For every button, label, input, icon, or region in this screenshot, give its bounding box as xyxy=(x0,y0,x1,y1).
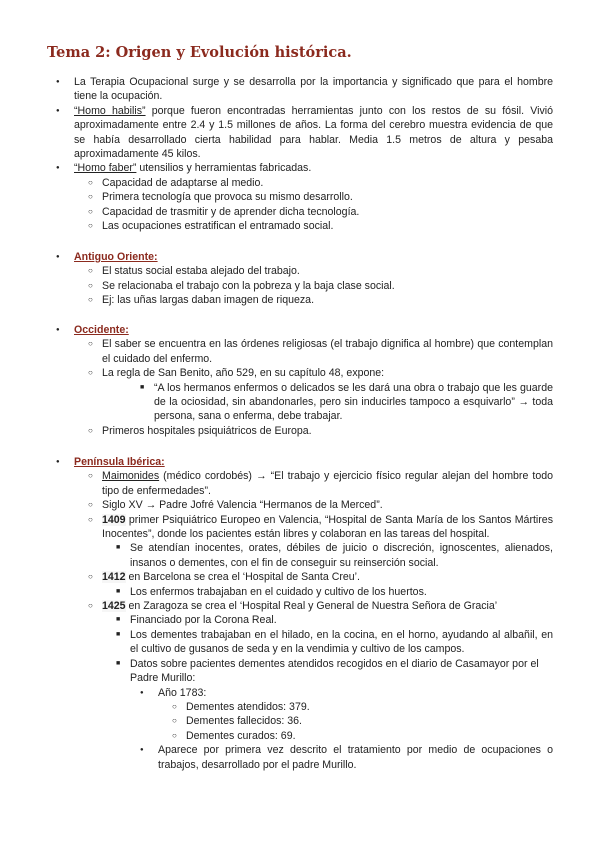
section-heading: ● Occidente: ○ El saber se encuentra en las órdenes religiosas (el trabajo dignifica al hombre) que contemplan el cuidado del enfermo. ○ La regla de San Benito, año 529, en su capítulo 48, expone: ■ “A los hermanos enfermos o delicados se les dará una obra o trabajo que les guarde de la ociosidad, sin abandonarles, pero sin inducirles tampoco a esquivarlo” → toda persona, sana o enferma, debe trabajar. ○ Primeros hospitales psiquiátricos de Europa. xyxy=(74,323,553,438)
list-item: ○ 1425 en Zaragoza se crea el ‘Hospital Real y General de Nuestra Señora de Gracia’ ■ Financiado por la Corona Real. ■ Los dementes trabajaban en el hilado, en la cocina, en el horno, ayudando al albañil, en el cultivo de gusanos de seda y en la vendimia y cultivo de los campos. ■ Datos sobre pacientes dementes atendidos recogidos en el diario de Casamayor por el Padre Murillo: ● Año 1783: ○ Dementes atendidos: 379. ○ Dementes fallecidos: 36. ○ Dementes curados: 69. ● Aparece por primera vez descrito el tratamiento por medio de ocupaciones o trabajos, desarrollado por el padre Murillo. xyxy=(102,599,553,772)
list-item: ○ 1412 en Barcelona se crea el ‘Hospital de Santa Creu’. ■ Los enfermos trabajaban en el cuidado y cultivo de los huertos. xyxy=(102,570,553,599)
peninsula-sublist xyxy=(102,469,553,772)
page-title: Tema 2: Origen y Evolución histórica. xyxy=(47,44,352,61)
intro-list xyxy=(74,75,553,233)
list-item: ○ 1409 primer Psiquiátrico Europeo en Valencia, “Hospital de Santa María de los Santos Mártires Inocentes”, donde los pacientes están libres y colaboran en las tareas del hospital. ■ Se atendían inocentes, orates, débiles de juicio o discreción, ignoscentes, alienados, insanos o dementes, con el fin de conseguir su reinserción social. xyxy=(102,513,553,571)
list-item: ○ Siglo XV → Padre Jofré Valencia “Hermanos de la Merced”. xyxy=(102,498,553,512)
list-item: ○ Capacidad de adaptarse al medio. xyxy=(102,176,553,190)
homo-habilis-term: “Homo habilis” xyxy=(74,104,146,117)
list-item: ■ Se atendían inocentes, orates, débiles de juicio o discreción, ignoscentes, alienados, insanos o dementes, con el fin de conseguir su reinserción social. xyxy=(130,541,553,570)
peninsula-section xyxy=(74,455,553,772)
list-item: ○ Se relacionaba el trabajo con la pobreza y la baja clase social. xyxy=(102,279,553,293)
list-item: ● La Terapia Ocupacional surge y se desarrolla por la importancia y significado que para el hombre tiene la ocupación. xyxy=(74,75,553,104)
y1412-sublist xyxy=(130,585,553,599)
homo-faber-term: “Homo faber” xyxy=(74,162,137,175)
murillo-sublist xyxy=(158,686,553,772)
list-item: ○ El status social estaba alejado del trabajo. xyxy=(102,264,553,278)
list-item: ○ La regla de San Benito, año 529, en su capítulo 48, expone: ■ “A los hermanos enfermos o delicados se les dará una obra o trabajo que les guarde de la ociosidad, sin abandonarles, pero sin inducirles tampoco a esquivarlo” → toda persona, sana o enferma, debe trabajar. xyxy=(102,366,553,424)
list-item: ○ Las ocupaciones estratifican el entramado social. xyxy=(102,219,553,233)
section-heading: ● Antiguo Oriente: ○ El status social estaba alejado del trabajo. ○ Se relacionaba el trabajo con la pobreza y la baja clase social. ○ Ej: las uñas largas daban imagen de riqueza. xyxy=(74,250,553,308)
list-item: ○ Primeros hospitales psiquiátricos de Europa. xyxy=(102,424,553,438)
list-item: ■ Los dementes trabajaban en el hilado, en la cocina, en el horno, ayudando al albañil, en el cultivo de gusanos de seda y en la vendimia y cultivo de los campos. xyxy=(130,628,553,657)
list-item: ● Aparece por primera vez descrito el tratamiento por medio de ocupaciones o trabajos, desarrollado por el padre Murillo. xyxy=(158,743,553,772)
y1409-sublist xyxy=(130,541,553,570)
year-1409: 1409 xyxy=(102,513,126,526)
quote-sublist xyxy=(154,381,553,424)
list-item: ○ Maimonides (médico cordobés) → “El trabajo y ejercicio físico regular alejan del hombre todo tipo de enfermedades”. xyxy=(102,469,553,498)
maimonides-term: Maimonides xyxy=(102,470,160,483)
list-item: ● Año 1783: ○ Dementes atendidos: 379. ○ Dementes fallecidos: 36. ○ Dementes curados: 69. xyxy=(158,686,553,744)
list-item: ● “Homo faber” utensilios y herramientas fabricadas. ○ Capacidad de adaptarse al medio. ○ Primera tecnología que provoca su mismo desarrollo. ○ Capacidad de trasmitir y de aprender dicha tecnología. ○ Las ocupaciones estratifican el entramado social. xyxy=(74,161,553,233)
occidente-sublist xyxy=(102,337,553,438)
list-item: ○ Ej: las uñas largas daban imagen de riqueza. xyxy=(102,293,553,307)
antiguo-oriente-section xyxy=(74,250,553,308)
oriente-sublist xyxy=(102,264,553,307)
occidente-section xyxy=(74,323,553,438)
y1425-sublist xyxy=(130,613,553,771)
year-1412: 1412 xyxy=(102,571,126,584)
list-item: ○ Dementes fallecidos: 36. xyxy=(186,714,553,728)
section-heading: ● Península Ibérica: ○ Maimonides (médico cordobés) → “El trabajo y ejercicio físico regular alejan del hombre todo tipo de enfermedades”. ○ Siglo XV → Padre Jofré Valencia “Hermanos de la Merced”. ○ 1409 primer Psiquiátrico Europeo en Valencia, “Hospital de Santa María de los Santos Mártires Inocentes”, donde los pacientes están libres y colaboran en las tareas del hospital. ■ Se atendían inocentes, orates, débiles de juicio o discreción, ignoscentes, alienados, insanos o dementes, con el fin de conseguir su reinserción social. ○ 1412 en Barcelona se crea el ‘Hospital de Santa Creu’. ■ Los enfermos trabajaban en el cuidado y cultivo de los huertos. ○ 1425 en Zaragoza se crea el ‘Hospital Real y General de Nuestra Señora de Gracia’ ■ Financiado por la Corona Real. ■ Los dementes trabajaban en el hilado, en la cocina, en el horno, ayudando al albañil, en el cultivo de gusanos de seda y en la vendimia y cultivo de los campos. ■ Datos sobre pacientes dementes atendidos recogidos en el diario de Casamayor por el Padre Murillo: ● Año 1783: ○ Dementes atendidos: 379. ○ Dementes fallecidos: 36. ○ Dementes curados: 69. ● Aparece por primera vez descrito el tratamiento por medio de ocupaciones o trabajos, desarrollado por el padre Murillo. xyxy=(74,455,553,772)
list-item: ● “Homo habilis” porque fueron encontradas herramientas junto con los restos de su fósil. Vivió aproximadamente entre 2.4 y 1.5 millones de años. La forma del cerebro muestra evidencia de que se había desarrollado cierta habilidad para hablar. Media 1.5 metros de altura y pesaba aproximadamente 45 kilos. xyxy=(74,104,553,162)
list-item: ○ El saber se encuentra en las órdenes religiosas (el trabajo dignifica al hombre) que contemplan el cuidado del enfermo. xyxy=(102,337,553,366)
list-item: ■ Financiado por la Corona Real. xyxy=(130,613,553,627)
list-item: ○ Dementes curados: 69. xyxy=(186,729,553,743)
faber-sublist xyxy=(102,176,553,234)
list-item: ○ Capacidad de trasmitir y de aprender dicha tecnología. xyxy=(102,205,553,219)
stats-sublist xyxy=(186,700,553,743)
list-item: ■ Datos sobre pacientes dementes atendidos recogidos en el diario de Casamayor por el Padre Murillo: ● Año 1783: ○ Dementes atendidos: 379. ○ Dementes fallecidos: 36. ○ Dementes curados: 69. ● Aparece por primera vez descrito el tratamiento por medio de ocupaciones o trabajos, desarrollado por el padre Murillo. xyxy=(130,657,553,772)
year-1425: 1425 xyxy=(102,600,126,613)
list-item: ○ Dementes atendidos: 379. xyxy=(186,700,553,714)
list-item: ■ Los enfermos trabajaban en el cuidado y cultivo de los huertos. xyxy=(130,585,553,599)
quote-item: ■ “A los hermanos enfermos o delicados se les dará una obra o trabajo que les guarde de la ociosidad, sin abandonarles, pero sin inducirles tampoco a esquivarlo” → toda persona, sana o enferma, debe trabajar. xyxy=(154,381,553,424)
list-item: ○ Primera tecnología que provoca su mismo desarrollo. xyxy=(102,190,553,204)
